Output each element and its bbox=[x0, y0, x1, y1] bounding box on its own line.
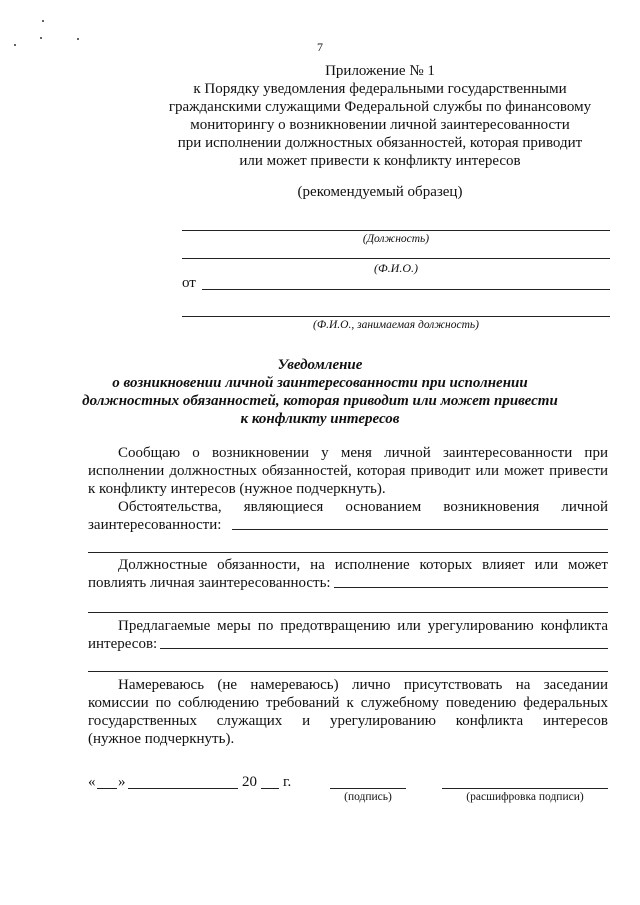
signature-caption: (подпись) bbox=[344, 791, 392, 803]
notice-title-line: Уведомление bbox=[277, 357, 363, 373]
duties-field-line[interactable] bbox=[334, 587, 608, 588]
scan-speck bbox=[40, 37, 42, 39]
date-year-field[interactable] bbox=[261, 788, 279, 789]
duties-field-line-2[interactable] bbox=[88, 612, 608, 613]
body-text: Должностные обязанности, на исполнение которых влияет или может bbox=[118, 557, 608, 573]
appendix-line: гражданскими служащими Федеральной службы по финансовому bbox=[168, 99, 592, 115]
measures-field-line[interactable] bbox=[160, 648, 608, 649]
date-day-field[interactable] bbox=[97, 788, 117, 789]
appendix-line: или может привести к конфликту интересов bbox=[239, 153, 521, 169]
notice-title-line: о возникновении личной заинтересованности при исполнении bbox=[112, 375, 528, 391]
signature-field-line[interactable] bbox=[330, 788, 406, 789]
appendix-line: при исполнении должностных обязанностей, которая приводит bbox=[177, 135, 583, 151]
year-prefix: 20 bbox=[242, 774, 257, 790]
appendix-title: Приложение № 1 bbox=[325, 63, 435, 79]
body-text: заинтересованности: bbox=[88, 517, 222, 533]
body-text: Обстоятельства, являющиеся основанием возникновения личной bbox=[118, 499, 608, 515]
body-text: Предлагаемые меры по предотвращению или урегулированию конфликта bbox=[118, 618, 608, 634]
body-text: Намереваюсь (не намереваюсь) лично присутствовать на заседании bbox=[118, 677, 608, 693]
date-close-quote: » bbox=[118, 774, 126, 790]
sample-note: (рекомендуемый образец) bbox=[297, 184, 463, 200]
from-field-line-2[interactable] bbox=[182, 316, 610, 317]
from-caption: (Ф.И.О., занимаемая должность) bbox=[313, 319, 479, 331]
appendix-line: к Порядку уведомления федеральными государственными bbox=[193, 81, 567, 97]
date-open-quote: « bbox=[88, 774, 96, 790]
notice-title-line: к конфликту интересов bbox=[240, 411, 400, 427]
body-text: Сообщаю о возникновении у меня личной заинтересованности при bbox=[118, 445, 608, 461]
signature-decoding-field-line[interactable] bbox=[442, 788, 608, 789]
page-number: 7 bbox=[317, 40, 323, 54]
notice-title-line: должностных обязанностей, которая приводит или может привести bbox=[82, 393, 558, 409]
appendix-block bbox=[150, 62, 610, 170]
body-text: к конфликту интересов (нужное подчеркнуть). bbox=[88, 481, 386, 497]
from-field-line[interactable] bbox=[202, 289, 610, 290]
date-month-field[interactable] bbox=[128, 788, 238, 789]
year-suffix: г. bbox=[283, 774, 292, 790]
body-text: государственных служащих и урегулированию конфликта интересов bbox=[88, 713, 608, 729]
notice-title bbox=[60, 356, 580, 428]
measures-field-line-2[interactable] bbox=[88, 671, 608, 672]
fio-field-line[interactable] bbox=[182, 258, 610, 259]
body-text: интересов: bbox=[88, 636, 158, 652]
scan-speck bbox=[42, 20, 44, 22]
circumstances-field-line[interactable] bbox=[232, 529, 608, 530]
body-text: повлиять личная заинтересованность: bbox=[88, 575, 331, 591]
signature-decoding-caption: (расшифровка подписи) bbox=[466, 791, 584, 803]
from-label: от bbox=[182, 275, 196, 291]
appendix-line: мониторингу о возникновении личной заинтересованности bbox=[190, 117, 570, 133]
body-text: комиссии по соблюдению требований к служебному поведению федеральных bbox=[88, 695, 608, 711]
position-field-line[interactable] bbox=[182, 230, 610, 231]
body-text: исполнении должностных обязанностей, которая приводит или может привести bbox=[88, 463, 608, 479]
fio-caption: (Ф.И.О.) bbox=[374, 261, 418, 275]
circumstances-field-line-2[interactable] bbox=[88, 552, 608, 553]
position-caption: (Должность) bbox=[362, 233, 430, 245]
body-text: (нужное подчеркнуть). bbox=[88, 731, 235, 747]
